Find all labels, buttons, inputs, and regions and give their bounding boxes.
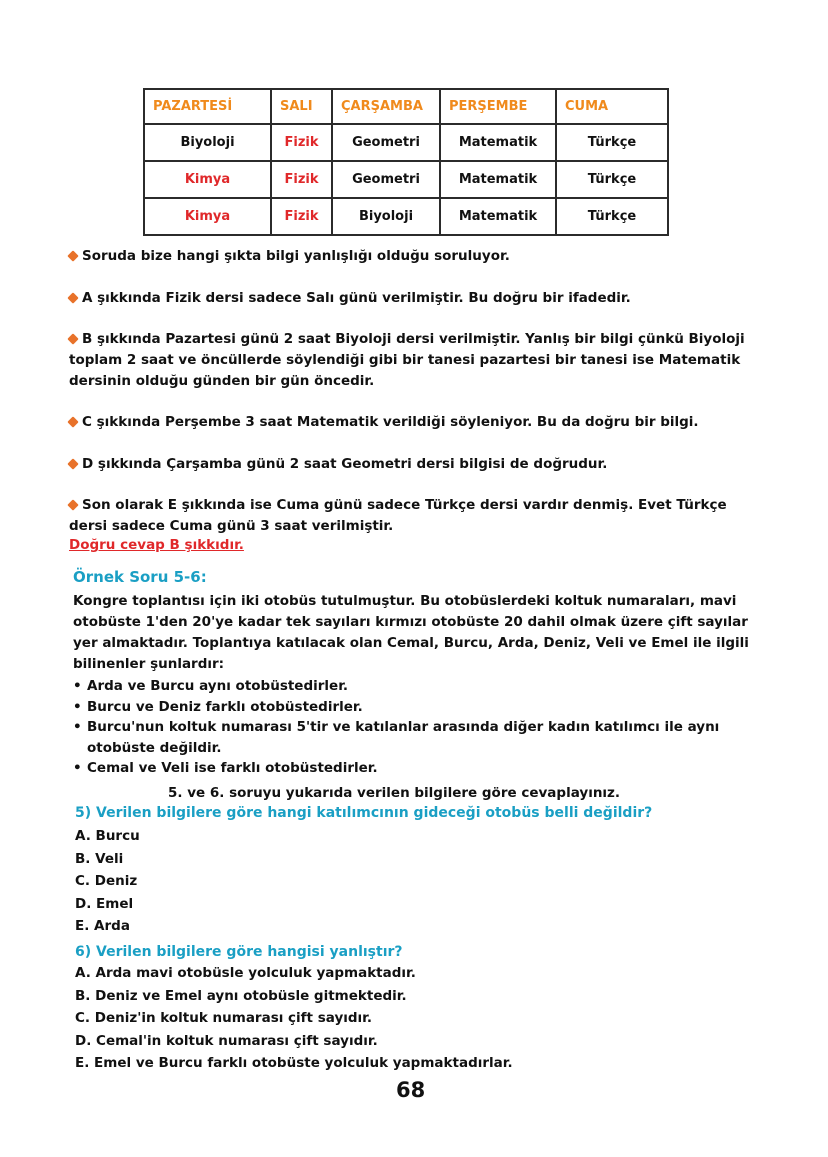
explanation-text: D şıkkında Çarşamba günü 2 saat Geometri dersi bilgisi de doğrudur.: [82, 456, 608, 472]
option[interactable]: E. Emel ve Burcu farklı otobüste yolculuk yapmaktadırlar.: [75, 1055, 513, 1071]
page-number: 68: [396, 1078, 426, 1102]
explanation-paragraph: [69, 454, 769, 475]
question-5-options: [75, 825, 140, 938]
explanation-text: A şıkkında Fizik dersi sadece Salı günü verilmiştir. Bu doğru bir ifadedir.: [82, 290, 631, 306]
table-row: [144, 198, 668, 235]
explanation-text: Soruda bize hangi şıkta bilgi yanlışlığı olduğu soruluyor.: [82, 248, 510, 264]
table-cell: Türkçe: [556, 198, 668, 235]
option[interactable]: C. Deniz: [75, 873, 138, 889]
bullet-icon: [67, 458, 78, 469]
table-cell: Türkçe: [556, 124, 668, 161]
explanation-paragraph: [69, 412, 769, 433]
table-cell: Fizik: [271, 161, 332, 198]
option[interactable]: A. Burcu: [75, 828, 140, 844]
explanation-paragraph: [69, 288, 769, 309]
option[interactable]: A. Arda mavi otobüsle yolculuk yapmaktadır.: [75, 965, 416, 981]
explanation-paragraph: [69, 495, 769, 537]
example-intro: Kongre toplantısı için iki otobüs tutulmuştur. Bu otobüslerdeki koltuk numaraları, mavi otobüste 1'den 20'ye kadar tek sayıları kırmızı otobüste 20 dahil olmak üzere çift sayılar yer almaktadır. Toplantıya katılacak olan Cemal, Burcu, Arda, Deniz, Veli ve Emel ile ilgili bilinenler şunlardır:: [73, 593, 749, 672]
header-friday: CUMA: [556, 89, 668, 124]
header-thursday: PERŞEMBE: [440, 89, 556, 124]
table-cell: Fizik: [271, 198, 332, 235]
header-monday: PAZARTESİ: [144, 89, 271, 124]
table-cell: Matematik: [440, 161, 556, 198]
option[interactable]: C. Deniz'in koltuk numarası çift sayıdır.: [75, 1010, 373, 1026]
option[interactable]: B. Veli: [75, 850, 124, 867]
table-cell: Kimya: [144, 161, 271, 198]
question-6-options: [75, 962, 513, 1075]
table-cell: Matematik: [440, 124, 556, 161]
table-row: [144, 124, 668, 161]
example-conditions: [73, 676, 773, 779]
bullet-icon: [67, 292, 78, 303]
option[interactable]: D. Emel: [75, 895, 134, 912]
table-header-row: [144, 89, 668, 124]
table-cell: Biyoloji: [144, 124, 271, 161]
instruction: 5. ve 6. soruyu yukarıda verilen bilgilere göre cevaplayınız.: [168, 785, 621, 801]
question-5: 5) Verilen bilgilere göre hangi katılımcının gideceği otobüs belli değildir?: [75, 805, 653, 821]
option[interactable]: E. Arda: [75, 918, 130, 934]
table-cell: Biyoloji: [332, 198, 440, 235]
example-title: Örnek Soru 5-6:: [73, 568, 207, 586]
schedule-table: [143, 88, 669, 236]
table-cell: Geometri: [332, 124, 440, 161]
bullet-icon: [67, 416, 78, 427]
table-cell: Kimya: [144, 198, 271, 235]
explanation-paragraph: [69, 329, 769, 392]
header-wednesday: ÇARŞAMBA: [332, 89, 440, 124]
header-tuesday: SALI: [271, 89, 332, 124]
table-cell: Fizik: [271, 124, 332, 161]
explanation-text: Son olarak E şıkkında ise Cuma günü sadece Türkçe dersi vardır denmiş. Evet Türkçe dersi sadece Cuma günü 3 saat verilmiştir.: [69, 497, 727, 534]
table-cell: Geometri: [332, 161, 440, 198]
table-cell: Türkçe: [556, 161, 668, 198]
option[interactable]: B. Deniz ve Emel aynı otobüsle gitmektedir.: [75, 987, 407, 1004]
correct-answer: Doğru cevap B şıkkıdır.: [69, 537, 244, 553]
bullet-icon: [67, 499, 78, 510]
explanation-text: C şıkkında Perşembe 3 saat Matematik verildiği söyleniyor. Bu da doğru bir bilgi.: [82, 414, 699, 430]
table-row: [144, 161, 668, 198]
list-item: • Cemal ve Veli ise farklı otobüstedirler.: [73, 760, 378, 776]
bullet-icon: [67, 250, 78, 261]
explanation-paragraph: [69, 246, 769, 267]
question-6: 6) Verilen bilgilere göre hangisi yanlıştır?: [75, 944, 403, 960]
list-item: • Burcu ve Deniz farklı otobüstedirler.: [73, 698, 363, 715]
list-item: • Arda ve Burcu aynı otobüstedirler.: [73, 678, 349, 694]
option[interactable]: D. Cemal'in koltuk numarası çift sayıdır.: [75, 1032, 378, 1049]
explanation-text: B şıkkında Pazartesi günü 2 saat Biyoloji dersi verilmiştir. Yanlış bir bilgi çünkü Biyoloji toplam 2 saat ve öncüllerde söylendiği gibi bir tanesi pazartesi bir tanesi ise Matematik dersinin olduğu günden bir gün öncedir.: [69, 331, 745, 389]
list-item: • Burcu'nun koltuk numarası 5'tir ve katılanlar arasında diğer kadın katılımcı ile aynı otobüste değildir.: [73, 719, 720, 756]
bullet-icon: [67, 333, 78, 344]
table-cell: Matematik: [440, 198, 556, 235]
